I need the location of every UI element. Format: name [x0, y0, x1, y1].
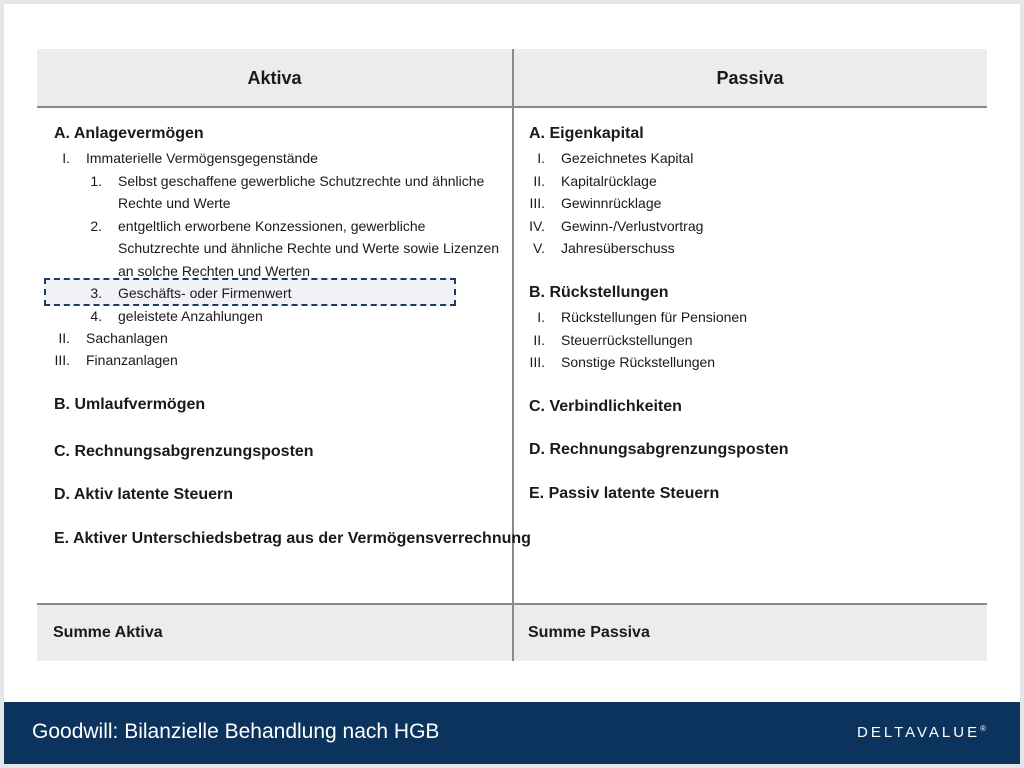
item-number: IV. — [529, 217, 545, 234]
item-number: 2. — [90, 218, 102, 234]
passiva-section-b: B. Rückstellungen — [529, 284, 669, 301]
aktiva-section-b: B. Umlaufvermögen — [54, 396, 206, 413]
item-text: Gezeichnetes Kapital — [561, 150, 694, 166]
header-divider — [37, 106, 987, 108]
item-text: Schutzrechte und ähnliche Rechte und Werte sowie Lizenzen — [118, 240, 500, 256]
aktiva-section-d: D. Aktiv latente Steuern — [54, 486, 234, 503]
column-divider — [512, 49, 514, 661]
item-text: Rechte und Werte — [118, 195, 231, 211]
bottom-title-bar — [4, 702, 1020, 764]
passiva-section-a: A. Eigenkapital — [529, 125, 644, 142]
registered-mark: ® — [980, 724, 986, 733]
item-number: I. — [62, 150, 70, 166]
item-number: I. — [537, 150, 545, 166]
passiva-header: Passiva — [513, 49, 987, 107]
item-number: III. — [529, 354, 545, 370]
item-text: Gewinn-/Verlustvortrag — [561, 217, 704, 234]
passiva-section-d: D. Rechnungsabgrenzungsposten — [529, 441, 789, 458]
passiva-section-e: E. Passiv latente Steuern — [529, 485, 720, 502]
summe-aktiva: Summe Aktiva — [37, 605, 512, 661]
item-text: entgeltlich erworbene Konzessionen, gewerbliche — [118, 218, 426, 234]
item-text: Finanzanlagen — [86, 352, 178, 368]
aktiva-section-a: A. Anlagevermögen — [54, 125, 204, 142]
item-number: III. — [54, 352, 70, 368]
item-number: II. — [533, 172, 545, 189]
item-number: 4. — [90, 308, 102, 324]
aktiva-section-e: E. Aktiver Unterschiedsbetrag aus der Vermögensverrechnung — [54, 530, 531, 547]
item-number: V. — [533, 240, 545, 256]
item-text: Rückstellungen für Pensionen — [561, 309, 748, 325]
item-text: Steuerrückstellungen — [561, 331, 693, 348]
item-number: I. — [537, 309, 545, 325]
slide-title: Goodwill: Bilanzielle Behandlung nach HGB — [32, 720, 440, 743]
summe-passiva: Summe Passiva — [514, 605, 987, 661]
deltavalue-logo — [857, 724, 986, 741]
item-text: an solche Rechten und Werten — [118, 263, 310, 279]
item-text: Geschäfts- oder Firmenwert — [118, 285, 292, 301]
item-text: Jahresüberschuss — [561, 240, 675, 256]
aktiva-section-c: C. Rechnungsabgrenzungsposten — [54, 443, 314, 460]
item-text: Sonstige Rückstellungen — [561, 354, 716, 370]
item-text: geleistete Anzahlungen — [118, 308, 263, 324]
item-text: Gewinnrücklage — [561, 195, 662, 211]
item-number: 3. — [90, 285, 102, 301]
item-text: Selbst geschaffene gewerbliche Schutzrechte und ähnliche — [118, 173, 485, 189]
item-text: Immaterielle Vermögensgegenstände — [86, 150, 318, 166]
aktiva-header: Aktiva — [37, 49, 512, 107]
passiva-section-c: C. Verbindlichkeiten — [529, 398, 682, 415]
item-text: Sachanlagen — [86, 330, 168, 346]
item-number: II. — [58, 330, 70, 346]
item-number: II. — [533, 331, 545, 348]
item-text: Kapitalrücklage — [561, 172, 657, 189]
item-number: III. — [529, 195, 545, 211]
brand-text: DELTAVALUE — [857, 724, 981, 741]
item-number: 1. — [90, 173, 102, 189]
